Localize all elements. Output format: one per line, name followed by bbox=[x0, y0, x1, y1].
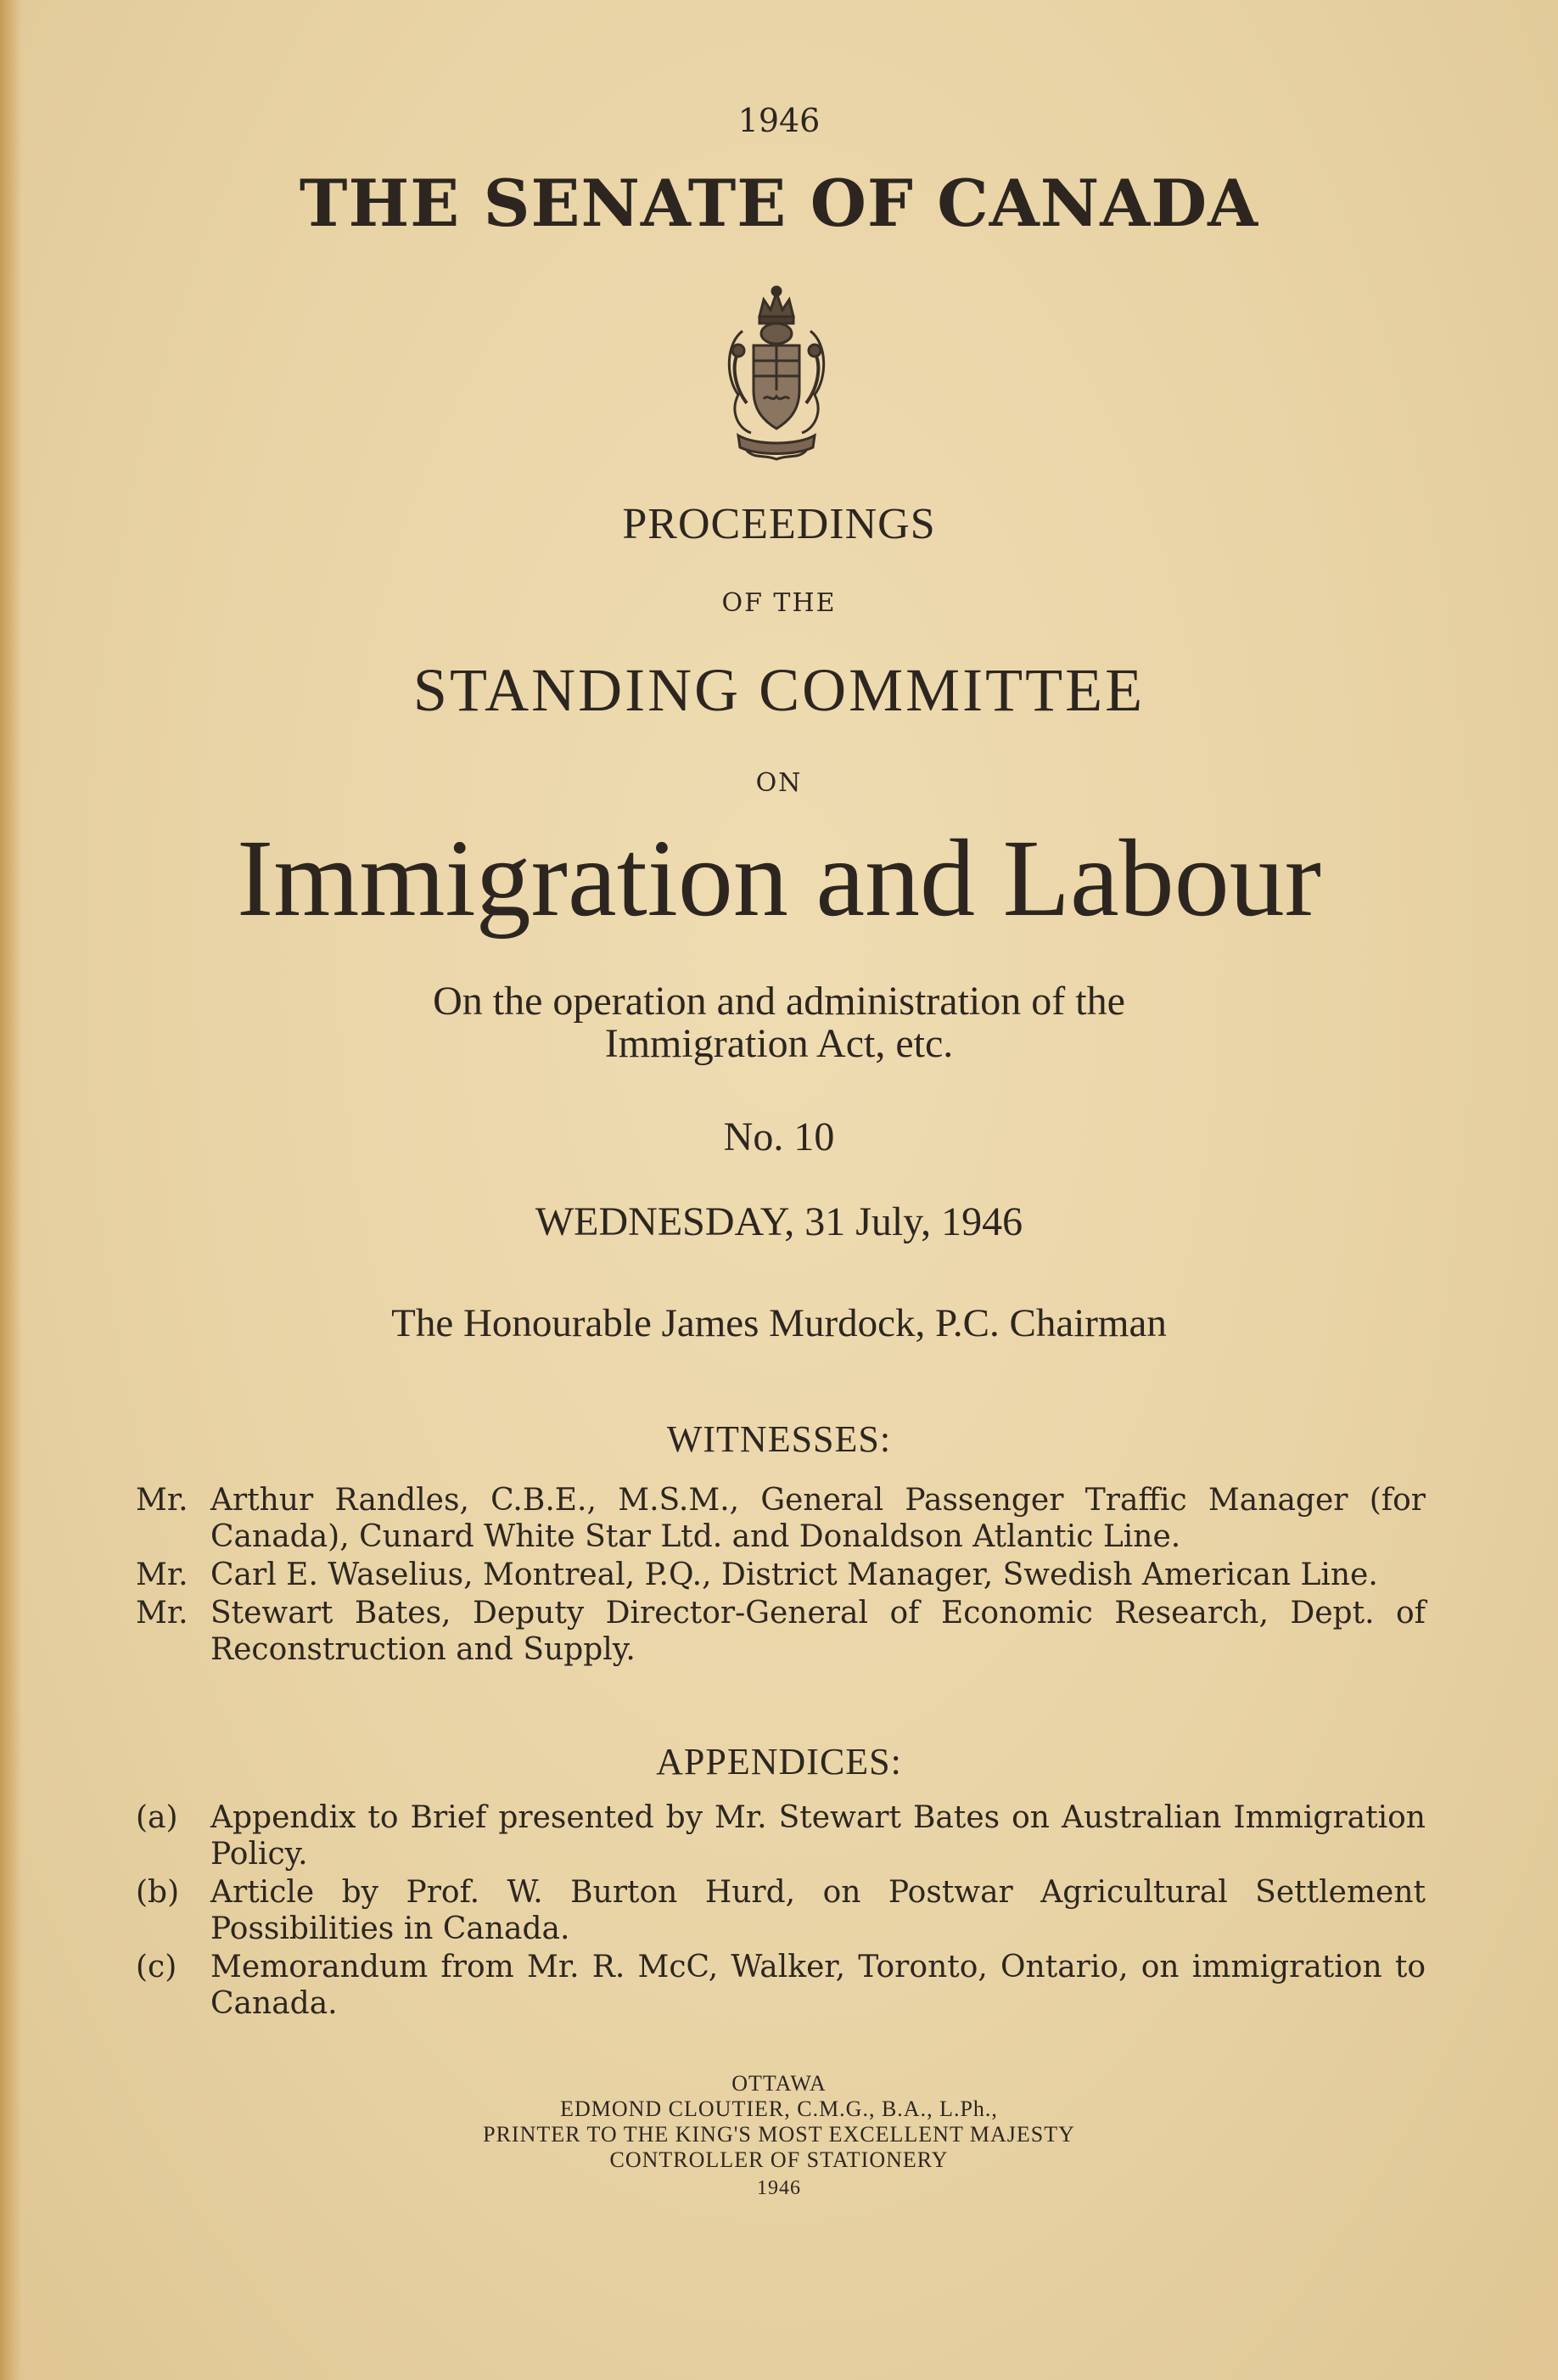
witness-text: Arthur Randles, C.B.E., M.S.M., General Passenger Traffic Manager (for Canada), Cunard White Star Ltd. and Donaldson Atlantic Line. bbox=[210, 1483, 1426, 1554]
witness-prefix: Mr. bbox=[136, 1558, 188, 1592]
appendix-text: Appendix to Brief presented by Mr. Stewart Bates on Australian Immigration Policy. bbox=[210, 1800, 1426, 1872]
witness-item bbox=[136, 1482, 1426, 1555]
appendix-item bbox=[136, 1799, 1426, 1872]
document-title: THE SENATE OF CANADA bbox=[299, 166, 1259, 241]
subtitle-line-1: On the operation and administration of the bbox=[433, 979, 1125, 1024]
header-year: 1946 bbox=[737, 102, 821, 139]
appendix-item bbox=[136, 1949, 1426, 2022]
witnesses-heading: WITNESSES: bbox=[666, 1418, 892, 1460]
standing-committee-label: STANDING COMMITTEE bbox=[412, 656, 1146, 724]
committee-name: Immigration and Labour bbox=[237, 817, 1321, 940]
imprint-city: OTTAWA bbox=[731, 2071, 827, 2096]
of-the-label: OF THE bbox=[721, 588, 837, 618]
imprint-office: CONTROLLER OF STATIONERY bbox=[609, 2147, 949, 2172]
proceedings-label: PROCEEDINGS bbox=[622, 500, 936, 548]
issue-number: No. 10 bbox=[723, 1114, 835, 1159]
issue-date: WEDNESDAY, 31 July, 1946 bbox=[535, 1199, 1023, 1244]
witness-text: Stewart Bates, Deputy Director-General of Economic Research, Dept. of Reconstruction and Supply. bbox=[210, 1596, 1426, 1667]
witness-item bbox=[136, 1557, 1426, 1593]
page-edge-shading bbox=[0, 0, 22, 2380]
appendix-text: Memorandum from Mr. R. McC, Walker, Toronto, Ontario, on immigration to Canada. bbox=[210, 1950, 1426, 2021]
imprint-title: PRINTER TO THE KING'S MOST EXCELLENT MAJESTY bbox=[483, 2122, 1075, 2147]
imprint-printer: EDMOND CLOUTIER, C.M.G., B.A., L.Ph., bbox=[560, 2097, 998, 2121]
appendix-list bbox=[136, 1799, 1426, 2024]
witness-text: Carl E. Waselius, Montreal, P.Q., District Manager, Swedish American Line. bbox=[210, 1558, 1378, 1592]
appendices-heading: APPENDICES: bbox=[656, 1741, 902, 1782]
subtitle-line-2: Immigration Act, etc. bbox=[604, 1021, 954, 1066]
appendix-item bbox=[136, 1874, 1426, 1947]
on-label: ON bbox=[755, 768, 803, 798]
appendix-prefix: (c) bbox=[136, 1950, 177, 1984]
appendix-prefix: (b) bbox=[136, 1875, 180, 1910]
canada-coat-of-arms-icon bbox=[713, 284, 840, 463]
witness-prefix: Mr. bbox=[136, 1596, 188, 1631]
witness-list bbox=[136, 1482, 1426, 1670]
witness-item bbox=[136, 1595, 1426, 1668]
appendix-text: Article by Prof. W. Burton Hurd, on Postwar Agricultural Settlement Possibilities in Canada. bbox=[210, 1875, 1426, 1946]
witness-prefix: Mr. bbox=[136, 1483, 188, 1518]
chairman-line: The Honourable James Murdock, P.C. Chairman bbox=[391, 1301, 1167, 1345]
imprint-year: 1946 bbox=[757, 2177, 801, 2199]
appendix-prefix: (a) bbox=[136, 1800, 178, 1835]
